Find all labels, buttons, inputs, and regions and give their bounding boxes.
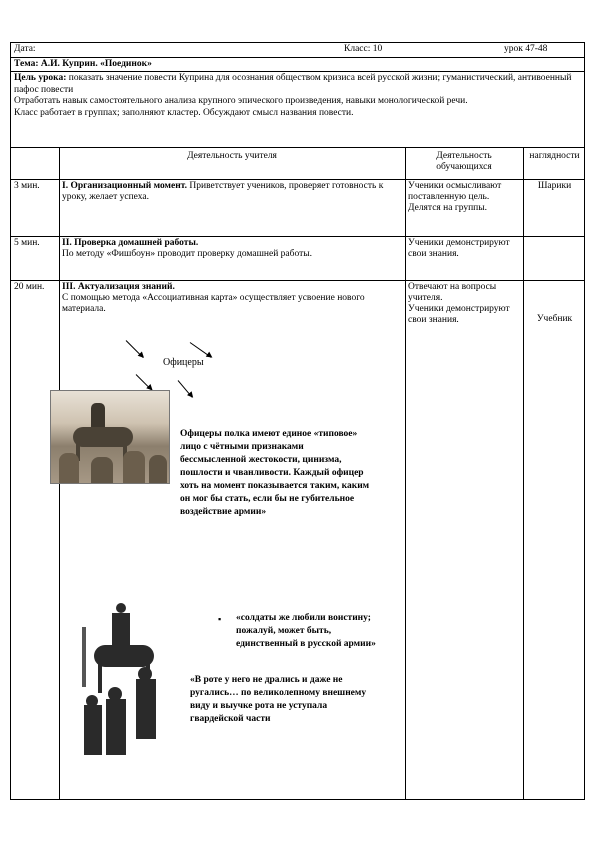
date-cell: Дата: xyxy=(14,44,36,54)
topic-row xyxy=(11,58,584,72)
column-header-row xyxy=(11,148,584,180)
quote-company: «В роте у него не дрались и даже не ругались… по великолепному внешнему виду и выучке рота не уступала гвардейской части xyxy=(190,675,367,724)
stage-title: I. Организационный момент. xyxy=(62,181,188,191)
time-cell: 20 мин. xyxy=(14,282,45,292)
lesson-number-cell: урок 47-48 xyxy=(504,44,548,54)
topic-text: А.И. Куприн. «Поединок» xyxy=(40,59,152,69)
stage-title: II. Проверка домашней работы. xyxy=(62,238,199,248)
quote-officers: Офицеры полка имеют единое «типовое» лицо с чётными признаками бессмысленной жестокости, цинизма, пошлости и чванливости. Каждый офицер хоть на момент показывается таким, каким он мог бы стать, если бы не губительное воздействие армии» xyxy=(180,429,370,517)
goal-row xyxy=(11,72,584,148)
visual-cell: Учебник xyxy=(536,314,573,324)
students-activity-cell xyxy=(405,281,523,799)
soldiers-illustration xyxy=(80,597,170,757)
stage-title: III. Актуализация знаний. xyxy=(62,282,175,292)
students-knowledge-text: Ученики демонстрируют свои знания. xyxy=(408,304,510,325)
header-row xyxy=(11,43,584,58)
table-row xyxy=(11,237,584,281)
stage-text: По методу «Фишбоун» проводит проверку домашней работы. xyxy=(62,249,312,259)
goal-line2: Отработать навык самостоятельного анализа крупного эпического произведения, навыки монологической речи. xyxy=(14,96,468,106)
teacher-column-header: Деятельность учителя xyxy=(187,151,277,161)
goal-label: Цель урока: xyxy=(14,73,67,83)
stage-text: С помощью метода «Ассоциативная карта» осуществляет усвоение нового материала. xyxy=(62,293,365,314)
students-activity-cell: Ученики осмысливают поставленную цель. Делятся на группы. xyxy=(408,181,502,213)
topic-label: Тема: xyxy=(14,59,39,69)
bullet-icon: ▪ xyxy=(218,614,222,624)
officers-illustration xyxy=(50,390,170,484)
teacher-activity-cell xyxy=(59,180,405,236)
quote-soldiers: «солдаты же любили воистину; пожалуй, может быть, единственный в русской армии» xyxy=(236,613,376,649)
visual-column-header: наглядности xyxy=(529,151,580,161)
class-cell: Класс: 10 xyxy=(344,44,383,54)
stage-text: Приветствует учеников, проверяет готовность к уроку, желает успеха. xyxy=(62,181,384,202)
students-answer-text: Отвечают на вопросы учителя. xyxy=(408,282,497,303)
visual-cell xyxy=(523,237,586,280)
students-activity-cell: Ученики демонстрируют свои знания. xyxy=(408,238,510,259)
visual-cell: Шарики xyxy=(537,181,572,191)
time-cell: 3 мин. xyxy=(14,181,40,191)
map-center-label: Офицеры xyxy=(163,357,204,368)
teacher-activity-cell xyxy=(59,237,405,280)
goal-line3: Класс работает в группах; заполняют кластер. Обсуждают смысл названия повести. xyxy=(14,107,354,118)
table-row xyxy=(11,180,584,237)
goal-text: показать значение повести Куприна для осознания обществом кризиса всей русской жизни; гуманистический, антивоенный пафос повести xyxy=(14,73,572,95)
time-cell: 5 мин. xyxy=(14,238,40,248)
students-column-header: Деятельность обучающихся xyxy=(436,151,492,172)
